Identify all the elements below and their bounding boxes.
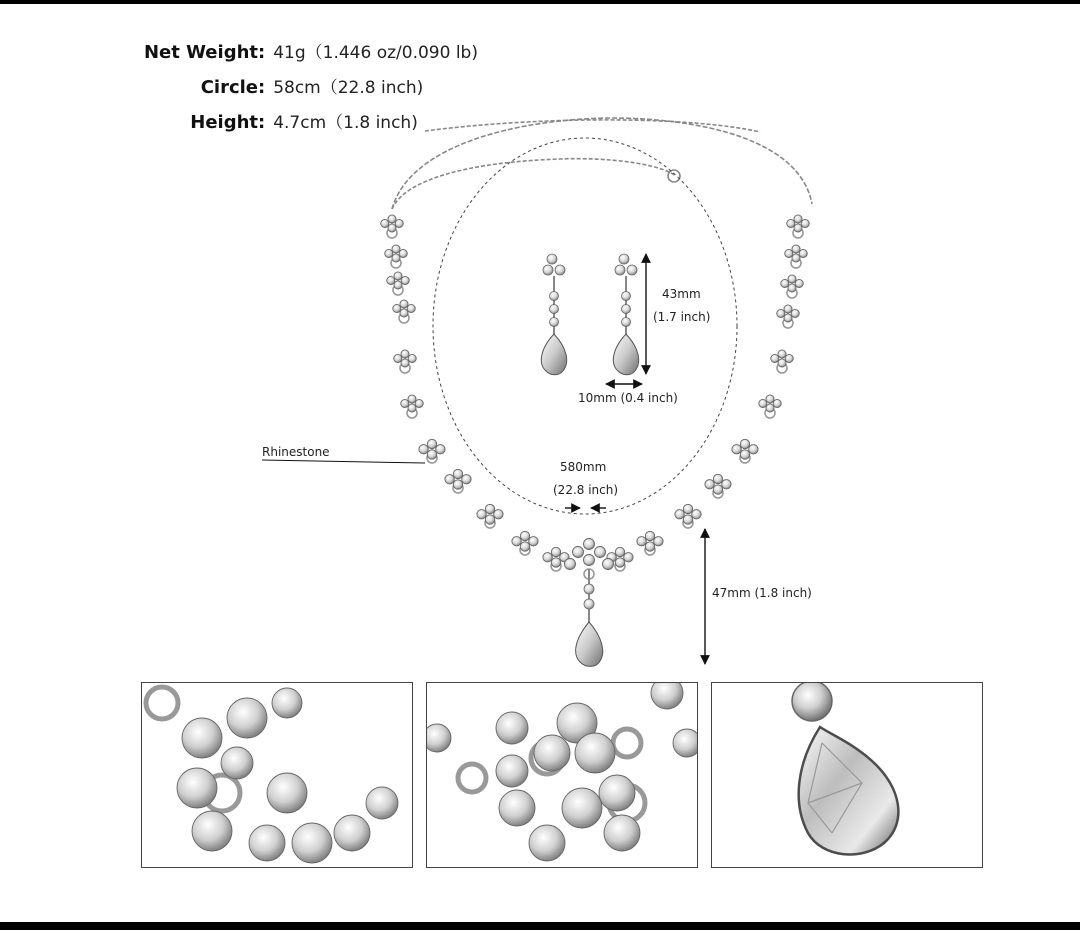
rhinestone: [399, 249, 407, 257]
rhinestone: [177, 768, 217, 808]
rhinestone: [494, 510, 503, 519]
rhinestone: [543, 553, 552, 562]
rhinestone-label: Rhinestone: [262, 445, 330, 459]
rhinestone: [496, 712, 528, 744]
rhinestone: [794, 224, 802, 232]
rhinestone: [788, 284, 796, 292]
rhinestone: [427, 724, 451, 752]
spec-height: [80, 108, 520, 143]
rhinestone: [381, 219, 389, 227]
rhinestone: [401, 276, 409, 284]
rhinestone: [683, 504, 692, 513]
rhinestone: [675, 510, 684, 519]
rhinestone: [385, 249, 393, 257]
rhinestone: [249, 825, 285, 861]
rhinestone: [499, 790, 535, 826]
earring-width-label: 10mm (0.4 inch): [578, 391, 678, 405]
rhinestone: [401, 399, 409, 407]
detail-panel-link-cluster: [426, 682, 698, 868]
rhinestone: [401, 350, 409, 358]
rhinestone: [485, 515, 494, 524]
spec-net-weight: [80, 38, 520, 73]
spec-circle: [80, 73, 520, 108]
rhinestone: [520, 531, 529, 540]
rhinestone: [401, 359, 409, 367]
rhinestone: [529, 825, 565, 861]
rhinestone: [683, 515, 692, 524]
rhinestone: [551, 558, 560, 567]
earring-right: [613, 254, 638, 375]
rhinestone: [784, 314, 792, 322]
rhinestone: [705, 480, 714, 489]
rhinestone: [615, 547, 624, 556]
rhinestone: [221, 747, 253, 779]
chain-link: [613, 729, 641, 757]
rhinestone: [496, 755, 528, 787]
circumference-mm-label: 580mm: [560, 460, 607, 474]
rhinestone: [388, 224, 396, 232]
rhinestone: [740, 450, 749, 459]
spec-label: Circle: [200, 77, 258, 98]
rhinestone: [453, 480, 462, 489]
rhinestone: [400, 300, 408, 308]
rhinestone: [584, 555, 595, 566]
earring-left: [541, 254, 566, 375]
chain-link: [146, 687, 178, 719]
rhinestone: [791, 309, 799, 317]
rhinestone: [512, 537, 521, 546]
rhinestone: [575, 733, 615, 773]
rhinestone: [603, 559, 614, 570]
rhinestone: [799, 249, 807, 257]
rhinestone: [529, 537, 538, 546]
spec-colon: :: [258, 112, 266, 133]
rhinestone: [781, 279, 789, 287]
earring-height-mm-label: 43mm: [662, 287, 701, 301]
pendant-drop-label: 47mm (1.8 inch): [712, 586, 812, 600]
rhinestone: [227, 698, 267, 738]
rhinestone: [801, 219, 809, 227]
rhinestone: [615, 558, 624, 567]
rhinestone: [645, 542, 654, 551]
detail-panel-rhinestone-cluster: [141, 682, 413, 868]
rhinestone: [462, 475, 471, 484]
rhinestone: [777, 309, 785, 317]
rhinestone: [407, 304, 415, 312]
rhinestone: [427, 450, 436, 459]
teardrop-pendant-closeup: [712, 683, 982, 867]
chain-inner: [392, 159, 680, 209]
pendant-drop: [576, 569, 603, 666]
rhinestone: [419, 445, 428, 454]
rhinestone: [520, 542, 529, 551]
product-image: [0, 4, 1080, 922]
rhinestone: [713, 474, 722, 483]
spec-value: 41g（1.446 oz/0.090 lb): [273, 43, 478, 63]
rhinestone: [408, 354, 416, 362]
chain-link: [458, 764, 486, 792]
rhinestone: [477, 510, 486, 519]
rhinestone: [408, 404, 416, 412]
rhinestone-leader-line: [262, 460, 425, 463]
rhinestone: [792, 245, 800, 253]
rhinestone: [394, 281, 402, 289]
earring-height-in-label: (1.7 inch): [653, 310, 711, 324]
rhinestone: [599, 775, 635, 811]
rhinestone: [787, 219, 795, 227]
rhinestone: [395, 219, 403, 227]
rhinestone: [267, 773, 307, 813]
rhinestone: [445, 475, 454, 484]
rhinestone: [534, 735, 570, 771]
rhinestone: [785, 354, 793, 362]
rhinestone: [778, 350, 786, 358]
rhinestone: [604, 815, 640, 851]
rhinestone: [573, 547, 584, 558]
rhinestone: [453, 469, 462, 478]
rhinestone: [387, 276, 395, 284]
rhinestone: [692, 510, 701, 519]
rhinestone: [795, 279, 803, 287]
rhinestone: [392, 254, 400, 262]
spec-label: Net Weight: [143, 42, 258, 63]
rhinestone: [427, 439, 436, 448]
rhinestone: [400, 309, 408, 317]
rhinestone: [192, 811, 232, 851]
rhinestone: [759, 399, 767, 407]
spec-value: 58cm（22.8 inch): [273, 78, 424, 98]
rhinestone: [766, 395, 774, 403]
rhinestone: [645, 531, 654, 540]
rhinestone: [771, 354, 779, 362]
rhinestone: [415, 399, 423, 407]
rhinestone: [584, 539, 595, 550]
rhinestone: [766, 404, 774, 412]
rhinestone: [394, 272, 402, 280]
rhinestone: [792, 254, 800, 262]
rhinestone: [436, 445, 445, 454]
rhinestone: [595, 547, 606, 558]
rhinestone: [784, 305, 792, 313]
rhinestone: [673, 729, 697, 757]
spec-list: [80, 38, 520, 143]
rhinestone: [740, 439, 749, 448]
rhinestone: [732, 445, 741, 454]
rhinestone: [651, 683, 683, 709]
rhinestone: [272, 688, 302, 718]
rhinestone: [366, 787, 398, 819]
rhinestone: [392, 245, 400, 253]
rhinestone: [722, 480, 731, 489]
rhinestone: [749, 445, 758, 454]
rhinestone: [562, 788, 602, 828]
rhinestone-cluster-closeup: [142, 683, 412, 867]
rhinestone: [713, 485, 722, 494]
rhinestone: [551, 547, 560, 556]
rhinestone: [773, 399, 781, 407]
detail-panel-teardrop-pendant: [711, 682, 983, 868]
spec-colon: :: [258, 42, 266, 63]
rhinestone: [624, 553, 633, 562]
link-cluster-closeup: [427, 683, 697, 867]
rhinestone: [394, 354, 402, 362]
rhinestone: [778, 359, 786, 367]
rhinestone: [408, 395, 416, 403]
rhinestone: [292, 823, 332, 863]
rhinestone: [388, 215, 396, 223]
rhinestone: [785, 249, 793, 257]
rhinestone: [637, 537, 646, 546]
rhinestone: [788, 275, 796, 283]
rhinestone: [182, 718, 222, 758]
rhinestone: [794, 215, 802, 223]
rhinestone: [485, 504, 494, 513]
rhinestone: [565, 559, 576, 570]
rhinestone: [654, 537, 663, 546]
spec-value: 4.7cm（1.8 inch): [273, 113, 418, 133]
circumference-in-label: (22.8 inch): [553, 483, 619, 497]
circumference-guide: [433, 138, 737, 514]
rhinestone: [334, 815, 370, 851]
spec-label: Height: [190, 112, 258, 133]
spec-colon: :: [258, 77, 266, 98]
rhinestone: [393, 304, 401, 312]
